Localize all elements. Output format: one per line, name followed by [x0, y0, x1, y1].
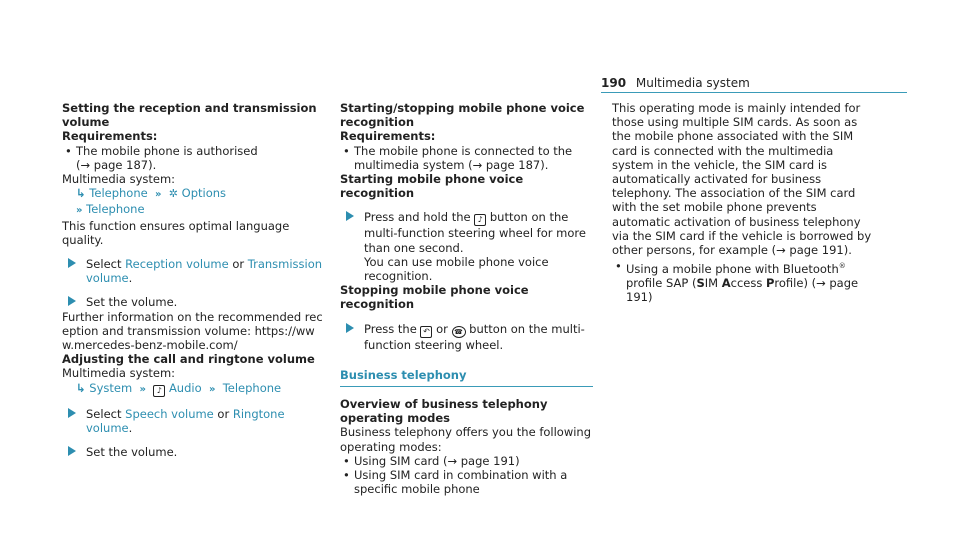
ringtone-volume-link: Ringtone volume	[86, 406, 285, 436]
menu-path-2	[62, 381, 324, 397]
stop-heading: Stopping mobile phone voice recognition	[340, 283, 529, 312]
list-item: • Using SIM card in combination with a specific mobile phone	[343, 468, 568, 497]
reception-volume-link: Reception volume	[125, 257, 229, 272]
column-2	[340, 101, 595, 496]
path-system: System	[89, 380, 133, 395]
requirements-label: Requirements:	[62, 129, 158, 144]
double-chevron-icon: »	[208, 383, 216, 395]
speaker-note-icon: ♪	[153, 385, 165, 397]
bullet-icon: •	[65, 143, 72, 158]
step-arrow-icon	[68, 408, 76, 418]
step-set-volume-2: Set the volume.	[62, 445, 324, 459]
overview-heading: Overview of business telephony operating modes	[340, 397, 548, 426]
section-heading: Setting the reception and transmission volume	[62, 101, 317, 130]
start-note: You can use mobile phone voice recognition.	[364, 254, 549, 284]
path-options: Options	[181, 186, 227, 201]
step-arrow-icon	[68, 446, 76, 456]
requirements-label: Requirements:	[340, 129, 436, 144]
step-set-volume: Set the volume.	[62, 295, 324, 309]
step-stop-voice: Press the ↶ or ☎ button on the multi-function steering wheel.	[340, 322, 595, 352]
list-item: • Using SIM card (→ page 191)	[343, 453, 520, 468]
list-item: • Using a mobile phone with Bluetooth® profile SAP (SIM Access Profile) (→ page 191)	[615, 259, 859, 305]
path-audio: Audio	[168, 380, 202, 395]
step-arrow-icon	[68, 258, 76, 268]
path-telephone: Telephone	[89, 186, 148, 201]
subsection-heading: Adjusting the call and ringtone volume	[62, 352, 315, 367]
hook-arrow-icon: ↳	[76, 380, 86, 395]
menu-path-cont	[62, 202, 324, 218]
hook-arrow-icon: ↳	[76, 186, 86, 201]
step-arrow-icon	[346, 323, 354, 333]
transmission-volume-link: Transmission volume	[86, 257, 323, 286]
double-chevron-icon: »	[76, 205, 83, 217]
step-start-voice: Press and hold the ♪ button on the multi-function steering wheel for more than one second. You can use mobile phone voice recognition.	[340, 210, 595, 283]
step-arrow-icon	[346, 211, 354, 221]
step-select-volume: Select Reception volume or Transmission volume.	[62, 257, 324, 285]
multimedia-label-2: Multimedia system:	[62, 366, 176, 381]
section-heading: Starting/stopping mobile phone voice recognition	[340, 101, 585, 130]
column-1	[62, 101, 324, 459]
gear-icon: ✲	[168, 187, 179, 201]
requirement-item: • The mobile phone is connected to the multimedia system (→ page 187).	[343, 143, 573, 172]
requirement-item: • The mobile phone is authorised (→ page 187).	[65, 143, 258, 172]
info-text: This function ensures optimal language quality.	[62, 218, 290, 247]
business-telephony-heading: Business telephony	[340, 367, 467, 382]
further-info: Further information on the recommended reception and transmission volume: https://www.mercedes-benz-mobile.com/	[62, 309, 323, 353]
step-arrow-icon	[68, 296, 76, 306]
start-heading: Starting mobile phone voice recognition	[340, 172, 524, 201]
overview-text: Business telephony offers you the following operating modes:	[340, 425, 592, 454]
page-number: 190	[601, 76, 627, 90]
back-icon: ↶	[420, 326, 432, 338]
voice-recognition-icon: ♪	[474, 214, 486, 226]
bullet-icon: •	[343, 468, 350, 483]
paragraph: This operating mode is mainly intended for those using multiple SIM cards. As soon as the mobile phone associated with the SIM card is connected with the multimedia system in the vehicle, the SIM card is automatically activated for business telephony. The association of the SIM card with the set mobile phone prevents automatic activation of business telephony via the SIM card if the vehicle is borrowed by other persons, for example (→ page 191).	[612, 101, 872, 258]
step-select-speech: Select Speech volume or Ringtone volume.	[62, 407, 324, 435]
column-3	[612, 101, 872, 305]
page-header	[601, 76, 750, 90]
bullet-icon: •	[615, 259, 622, 274]
header-rule	[601, 92, 907, 93]
speech-volume-link: Speech volume	[125, 406, 214, 421]
path-telephone-3: Telephone	[222, 380, 282, 395]
menu-path	[62, 186, 324, 202]
double-chevron-icon: »	[139, 383, 146, 395]
multimedia-label: Multimedia system:	[62, 172, 176, 187]
hang-up-icon: ☎	[452, 326, 466, 338]
page-reference: (→ page 187).	[76, 157, 157, 172]
page-section: Multimedia system	[635, 76, 750, 90]
path-telephone-2: Telephone	[86, 202, 145, 217]
bullet-icon: •	[343, 143, 350, 158]
bullet-icon: •	[343, 453, 350, 468]
double-chevron-icon: »	[155, 189, 162, 201]
